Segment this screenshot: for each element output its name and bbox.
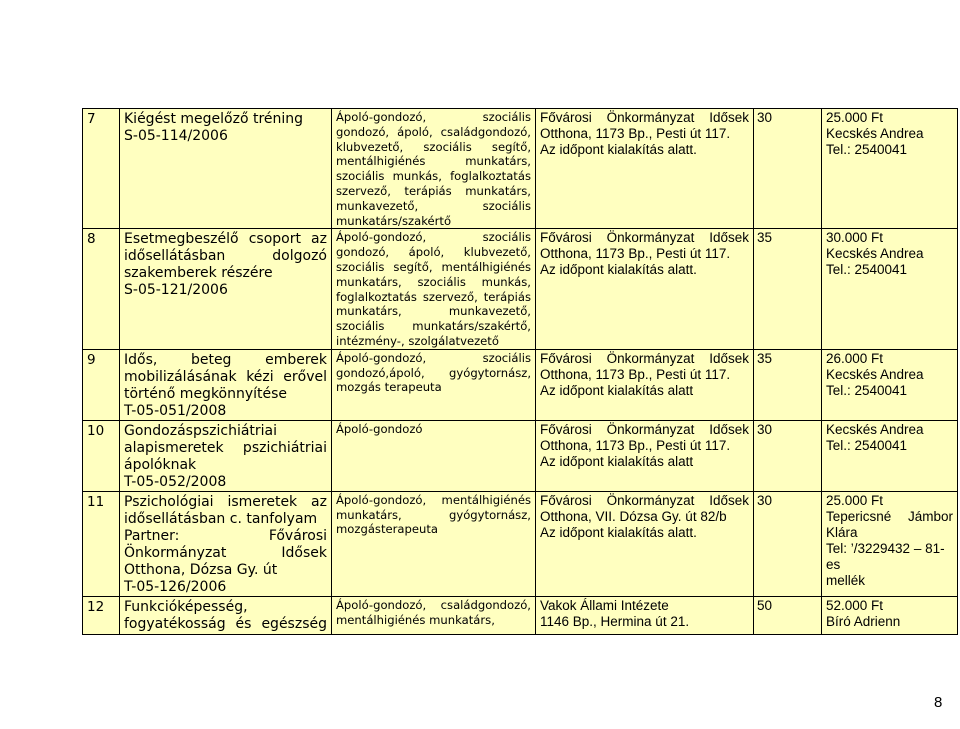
location-line: 1146 Bp., Hermina út 21. xyxy=(540,613,690,629)
location-line: Otthona, 1173 Bp., Pesti út 117. xyxy=(540,246,731,262)
course-table xyxy=(82,108,958,635)
location-line: Vakok Állami Intézete xyxy=(540,597,669,613)
contact-name: Kecskés Andrea xyxy=(826,126,924,141)
table-row xyxy=(83,491,958,596)
contact-name: Tepericsné Jámbor xyxy=(826,508,953,524)
price: 25.000 Ft xyxy=(826,492,884,508)
location-line: Otthona, 1173 Bp., Pesti út 117. xyxy=(540,366,731,382)
contact xyxy=(822,420,958,491)
course-title-line: ápolóknak xyxy=(124,456,197,473)
course-name xyxy=(120,349,332,420)
course-title-line: fogyatékosság és egészség xyxy=(124,615,327,632)
location-line: Az időpont kialakítás alatt. xyxy=(540,142,697,157)
contact xyxy=(822,109,958,229)
contact-phone: mellék xyxy=(826,572,866,588)
location-line: Fővárosi Önkormányzat Idősek xyxy=(540,230,749,246)
contact-phone: Tel.: 2540041 xyxy=(826,142,908,157)
location-line: Otthona, VII. Dózsa Gy. út 82/b xyxy=(540,508,727,524)
hours: 35 xyxy=(754,229,822,349)
course-title-line: alapismeretek pszichiátriai xyxy=(124,439,327,456)
row-number: 8 xyxy=(83,229,120,349)
course-title-line: Idős, beteg emberek xyxy=(124,351,327,368)
location xyxy=(536,229,754,349)
table-row xyxy=(83,109,958,229)
row-number: 9 xyxy=(83,349,120,420)
target-group: Ápoló-gondozó, szociális gondozó,ápoló, gyógytornász, mozgás terapeuta xyxy=(332,349,536,420)
row-number: 12 xyxy=(83,596,120,634)
target-group: Ápoló-gondozó, mentálhigiénés munkatárs, gyógytornász, mozgásterapeuta xyxy=(332,491,536,596)
table-row xyxy=(83,420,958,491)
course-code: S-05-121/2006 xyxy=(124,282,228,299)
contact-name: Klára xyxy=(826,524,858,540)
location-line: Az időpont kialakítás alatt xyxy=(540,382,694,398)
location-line: Otthona, 1173 Bp., Pesti út 117. xyxy=(540,437,731,453)
location xyxy=(536,596,754,634)
location-line: Az időpont kialakítás alatt xyxy=(540,453,694,469)
course-code: T-05-052/2008 xyxy=(124,473,227,490)
contact-phone: Tel.: 2540041 xyxy=(826,382,908,398)
contact xyxy=(822,229,958,349)
course-name xyxy=(120,420,332,491)
course-code: T-05-126/2006 xyxy=(124,578,227,595)
course-title-line: szakemberek részére xyxy=(124,265,273,282)
table-row xyxy=(83,596,958,634)
row-number: 10 xyxy=(83,420,120,491)
location-line: Fővárosi Önkormányzat Idősek xyxy=(540,350,749,366)
course-title-line: idősellátásban dolgozó xyxy=(124,248,327,265)
course-title-line: Funkcióképesség, xyxy=(124,598,248,615)
price: 25.000 Ft xyxy=(826,110,884,125)
course-name xyxy=(120,596,332,634)
course-partner-line: Önkormányzat Idősek xyxy=(124,544,327,561)
contact xyxy=(822,491,958,596)
price: 30.000 Ft xyxy=(826,230,884,246)
target-group: Ápoló-gondozó, szociális gondozó, ápoló, klubvezető, szociális segítő, mentálhigiénés munkatárs, szociális munkás, foglalkoztatás szervező, terápiás munkatárs, munkavezető, szociális munkatárs/szakértő, intézmény-, szolgálatvezető xyxy=(332,229,536,349)
location xyxy=(536,491,754,596)
target-group: Ápoló-gondozó xyxy=(332,420,536,491)
course-name xyxy=(120,109,332,229)
location-line: Az időpont kialakítás alatt. xyxy=(540,524,697,540)
course-title-line: mobilizálásának kézi erővel xyxy=(124,368,327,385)
course-title-line: Pszichológiai ismeretek az xyxy=(124,493,327,510)
contact-name: Bíró Adrienn xyxy=(826,613,901,629)
hours: 30 xyxy=(754,420,822,491)
target-group: Ápoló-gondozó, szociális gondozó, ápoló, családgondozó, klubvezető, szociális segítő, mentálhigiénés munkatárs, szociális munkás, foglalkoztatás szervező, terápiás munkatárs, munkavezető, szociális munkatárs/szakértő xyxy=(332,109,536,229)
course-name xyxy=(120,491,332,596)
location xyxy=(536,420,754,491)
location-line: Otthona, 1173 Bp., Pesti út 117. xyxy=(540,126,731,141)
contact xyxy=(822,596,958,634)
contact-phone: Tel.: 2540041 xyxy=(826,262,908,278)
page-number: 8 xyxy=(934,694,943,711)
contact-phone: Tel.: 2540041 xyxy=(826,437,908,453)
row-number: 7 xyxy=(83,109,120,229)
course-name xyxy=(120,229,332,349)
target-group: Ápoló-gondozó, családgondozó, mentálhigiénés munkatárs, xyxy=(332,596,536,634)
contact-name: Kecskés Andrea xyxy=(826,246,924,262)
course-title-line: Kiégést megelőző tréning xyxy=(124,111,304,127)
course-code: S-05-114/2006 xyxy=(124,128,228,144)
hours: 35 xyxy=(754,349,822,420)
price: 26.000 Ft xyxy=(826,350,884,366)
course-code: T-05-051/2008 xyxy=(124,402,227,419)
course-title-line: Esetmegbeszélő csoport az xyxy=(124,231,327,248)
location-line: Fővárosi Önkormányzat Idősek xyxy=(540,421,749,437)
hours: 30 xyxy=(754,491,822,596)
contact xyxy=(822,349,958,420)
location-line: Az időpont kialakítás alatt. xyxy=(540,262,697,278)
location xyxy=(536,349,754,420)
course-title-line: történő megkönnyítése xyxy=(124,385,288,402)
price: 52.000 Ft xyxy=(826,597,884,613)
contact-name: Kecskés Andrea xyxy=(826,366,924,382)
course-partner-line: Otthona, Dózsa Gy. út xyxy=(124,561,278,578)
contact-phone: Tel: ’/3229432 – 81-es xyxy=(826,540,945,572)
hours: 30 xyxy=(754,109,822,229)
hours: 50 xyxy=(754,596,822,634)
table-row xyxy=(83,229,958,349)
course-partner-line: Partner: Fővárosi xyxy=(124,527,327,544)
row-number: 11 xyxy=(83,491,120,596)
course-title-line: Gondozáspszichiátriai xyxy=(124,422,278,439)
contact-name: Kecskés Andrea xyxy=(826,421,924,437)
location-line: Fővárosi Önkormányzat Idősek xyxy=(540,492,749,508)
course-title-line: idősellátásban c. tanfolyam xyxy=(124,510,318,527)
location-line: Fővárosi Önkormányzat Idősek xyxy=(540,110,749,125)
location xyxy=(536,109,754,229)
table-row xyxy=(83,349,958,420)
